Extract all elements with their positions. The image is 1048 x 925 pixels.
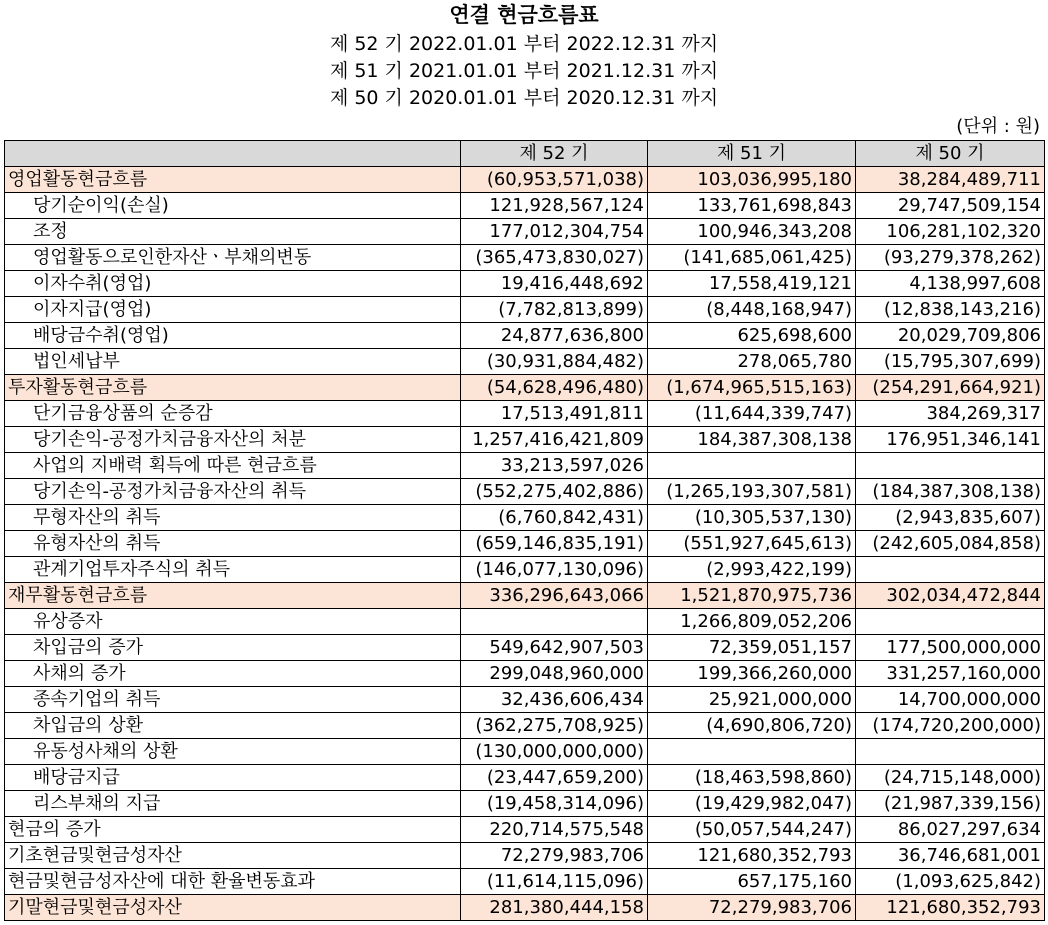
value-51: 25,921,000,000 <box>648 687 856 713</box>
table-row <box>5 817 1045 843</box>
value-51: (50,057,544,247) <box>648 817 856 843</box>
header-account <box>5 141 461 167</box>
value-50: (93,279,378,262) <box>856 245 1045 271</box>
value-50 <box>856 739 1045 765</box>
value-52: (365,473,830,027) <box>461 245 648 271</box>
header-period-50: 제 50 기 <box>856 141 1045 167</box>
value-52: 19,416,448,692 <box>461 271 648 297</box>
value-52: 549,642,907,503 <box>461 635 648 661</box>
value-50: (15,795,307,699) <box>856 349 1045 375</box>
row-label: 유상증자 <box>5 609 461 635</box>
row-label: 당기손익-공정가치금융자산의 취득 <box>5 479 461 505</box>
table-row <box>5 713 1045 739</box>
value-50: (21,987,339,156) <box>856 791 1045 817</box>
table-row <box>5 791 1045 817</box>
row-label: 투자활동현금흐름 <box>5 375 461 401</box>
row-label: 유동성사채의 상환 <box>5 739 461 765</box>
row-label: 리스부채의 지급 <box>5 791 461 817</box>
value-51: 199,366,260,000 <box>648 661 856 687</box>
value-51: 72,359,051,157 <box>648 635 856 661</box>
period-50: 제 50 기 2020.01.01 부터 2020.12.31 까지 <box>329 87 719 109</box>
value-50: (24,715,148,000) <box>856 765 1045 791</box>
value-52: (23,447,659,200) <box>461 765 648 791</box>
value-50: 384,269,317 <box>856 401 1045 427</box>
value-50: 121,680,352,793 <box>856 895 1045 921</box>
header-row <box>5 141 1045 167</box>
value-51: 657,175,160 <box>648 869 856 895</box>
row-label: 영업활동으로인한자산ㆍ부채의변동 <box>5 245 461 271</box>
value-50 <box>856 557 1045 583</box>
value-52: (7,782,813,899) <box>461 297 648 323</box>
row-label: 배당금수취(영업) <box>5 323 461 349</box>
row-label: 차입금의 증가 <box>5 635 461 661</box>
row-label: 배당금지급 <box>5 765 461 791</box>
table-row <box>5 661 1045 687</box>
period-51: 제 51 기 2021.01.01 부터 2021.12.31 까지 <box>329 60 719 82</box>
table-row <box>5 843 1045 869</box>
table-row <box>5 583 1045 609</box>
table-row <box>5 609 1045 635</box>
value-50: (254,291,664,921) <box>856 375 1045 401</box>
value-51: (19,429,982,047) <box>648 791 856 817</box>
value-50: 4,138,997,608 <box>856 271 1045 297</box>
value-52: (362,275,708,925) <box>461 713 648 739</box>
row-label: 법인세납부 <box>5 349 461 375</box>
value-51: 100,946,343,208 <box>648 219 856 245</box>
value-51: (8,448,168,947) <box>648 297 856 323</box>
value-51: (18,463,598,860) <box>648 765 856 791</box>
table-row <box>5 453 1045 479</box>
row-label: 기초현금및현금성자산 <box>5 843 461 869</box>
table-row <box>5 687 1045 713</box>
table-row <box>5 219 1045 245</box>
table-row <box>5 323 1045 349</box>
value-50: 302,034,472,844 <box>856 583 1045 609</box>
value-51: 133,761,698,843 <box>648 193 856 219</box>
row-label: 이자수취(영업) <box>5 271 461 297</box>
value-52: 281,380,444,158 <box>461 895 648 921</box>
row-label: 관계기업투자주식의 취득 <box>5 557 461 583</box>
value-50: (184,387,308,138) <box>856 479 1045 505</box>
value-52: (130,000,000,000) <box>461 739 648 765</box>
value-52: 33,213,597,026 <box>461 453 648 479</box>
value-52: 299,048,960,000 <box>461 661 648 687</box>
value-52: 336,296,643,066 <box>461 583 648 609</box>
value-52: 72,279,983,706 <box>461 843 648 869</box>
value-52 <box>461 609 648 635</box>
value-52: (659,146,835,191) <box>461 531 648 557</box>
value-52: (552,275,402,886) <box>461 479 648 505</box>
value-50: 106,281,102,320 <box>856 219 1045 245</box>
row-label: 단기금융상품의 순증감 <box>5 401 461 427</box>
table-row <box>5 245 1045 271</box>
value-50: (174,720,200,000) <box>856 713 1045 739</box>
header-period-52: 제 52 기 <box>461 141 648 167</box>
value-51 <box>648 453 856 479</box>
value-50: 29,747,509,154 <box>856 193 1045 219</box>
value-50: 36,746,681,001 <box>856 843 1045 869</box>
table-row <box>5 427 1045 453</box>
value-52: (30,931,884,482) <box>461 349 648 375</box>
table-row <box>5 193 1045 219</box>
value-50: 176,951,346,141 <box>856 427 1045 453</box>
value-51: 103,036,995,180 <box>648 167 856 193</box>
table-row <box>5 375 1045 401</box>
table-row <box>5 401 1045 427</box>
value-51: (141,685,061,425) <box>648 245 856 271</box>
row-label: 영업활동현금흐름 <box>5 167 461 193</box>
value-51: 1,266,809,052,206 <box>648 609 856 635</box>
table-row <box>5 635 1045 661</box>
value-50: 177,500,000,000 <box>856 635 1045 661</box>
value-52: (60,953,571,038) <box>461 167 648 193</box>
statement-title: 연결 현금흐름표 <box>449 2 599 27</box>
value-52: 17,513,491,811 <box>461 401 648 427</box>
value-51: 625,698,600 <box>648 323 856 349</box>
row-label: 당기손익-공정가치금융자산의 처분 <box>5 427 461 453</box>
value-51: (10,305,537,130) <box>648 505 856 531</box>
value-50 <box>856 609 1045 635</box>
cash-flow-table <box>4 140 1045 921</box>
row-label: 이자지급(영업) <box>5 297 461 323</box>
row-label: 조정 <box>5 219 461 245</box>
table-row <box>5 869 1045 895</box>
value-50: (1,093,625,842) <box>856 869 1045 895</box>
value-51: (11,644,339,747) <box>648 401 856 427</box>
value-51: (1,674,965,515,163) <box>648 375 856 401</box>
value-52: (19,458,314,096) <box>461 791 648 817</box>
row-label: 기말현금및현금성자산 <box>5 895 461 921</box>
value-50: (2,943,835,607) <box>856 505 1045 531</box>
value-50: 20,029,709,806 <box>856 323 1045 349</box>
value-51: (4,690,806,720) <box>648 713 856 739</box>
value-51: 184,387,308,138 <box>648 427 856 453</box>
value-52: 121,928,567,124 <box>461 193 648 219</box>
value-52: (11,614,115,096) <box>461 869 648 895</box>
row-label: 현금의 증가 <box>5 817 461 843</box>
value-51: (2,993,422,199) <box>648 557 856 583</box>
value-50: 38,284,489,711 <box>856 167 1045 193</box>
unit-label: (단위 : 원) <box>956 116 1040 137</box>
table-row <box>5 557 1045 583</box>
value-52: 177,012,304,754 <box>461 219 648 245</box>
value-50: 331,257,160,000 <box>856 661 1045 687</box>
value-51: (551,927,645,613) <box>648 531 856 557</box>
row-label: 차입금의 상환 <box>5 713 461 739</box>
value-50: 86,027,297,634 <box>856 817 1045 843</box>
table-row <box>5 271 1045 297</box>
row-label: 유형자산의 취득 <box>5 531 461 557</box>
value-51: 121,680,352,793 <box>648 843 856 869</box>
value-52: 1,257,416,421,809 <box>461 427 648 453</box>
period-52: 제 52 기 2022.01.01 부터 2022.12.31 까지 <box>329 33 719 55</box>
row-label: 무형자산의 취득 <box>5 505 461 531</box>
value-51: 278,065,780 <box>648 349 856 375</box>
value-52: 220,714,575,548 <box>461 817 648 843</box>
row-label: 사업의 지배력 획득에 따른 현금흐름 <box>5 453 461 479</box>
row-label: 사채의 증가 <box>5 661 461 687</box>
value-51: (1,265,193,307,581) <box>648 479 856 505</box>
table-row <box>5 765 1045 791</box>
value-51 <box>648 739 856 765</box>
value-52: 32,436,606,434 <box>461 687 648 713</box>
table-row <box>5 739 1045 765</box>
table-row <box>5 479 1045 505</box>
table-row <box>5 505 1045 531</box>
value-50: (242,605,084,858) <box>856 531 1045 557</box>
row-label: 종속기업의 취득 <box>5 687 461 713</box>
value-50: 14,700,000,000 <box>856 687 1045 713</box>
value-50: (12,838,143,216) <box>856 297 1045 323</box>
value-52: (54,628,496,480) <box>461 375 648 401</box>
row-label: 현금및현금성자산에 대한 환율변동효과 <box>5 869 461 895</box>
header-period-51: 제 51 기 <box>648 141 856 167</box>
value-51: 1,521,870,975,736 <box>648 583 856 609</box>
value-52: 24,877,636,800 <box>461 323 648 349</box>
row-label: 재무활동현금흐름 <box>5 583 461 609</box>
table-row <box>5 531 1045 557</box>
value-52: (6,760,842,431) <box>461 505 648 531</box>
value-51: 72,279,983,706 <box>648 895 856 921</box>
table-row <box>5 167 1045 193</box>
value-52: (146,077,130,096) <box>461 557 648 583</box>
table-row <box>5 349 1045 375</box>
table-row <box>5 297 1045 323</box>
table-row <box>5 895 1045 921</box>
row-label: 당기순이익(손실) <box>5 193 461 219</box>
value-51: 17,558,419,121 <box>648 271 856 297</box>
value-50 <box>856 453 1045 479</box>
